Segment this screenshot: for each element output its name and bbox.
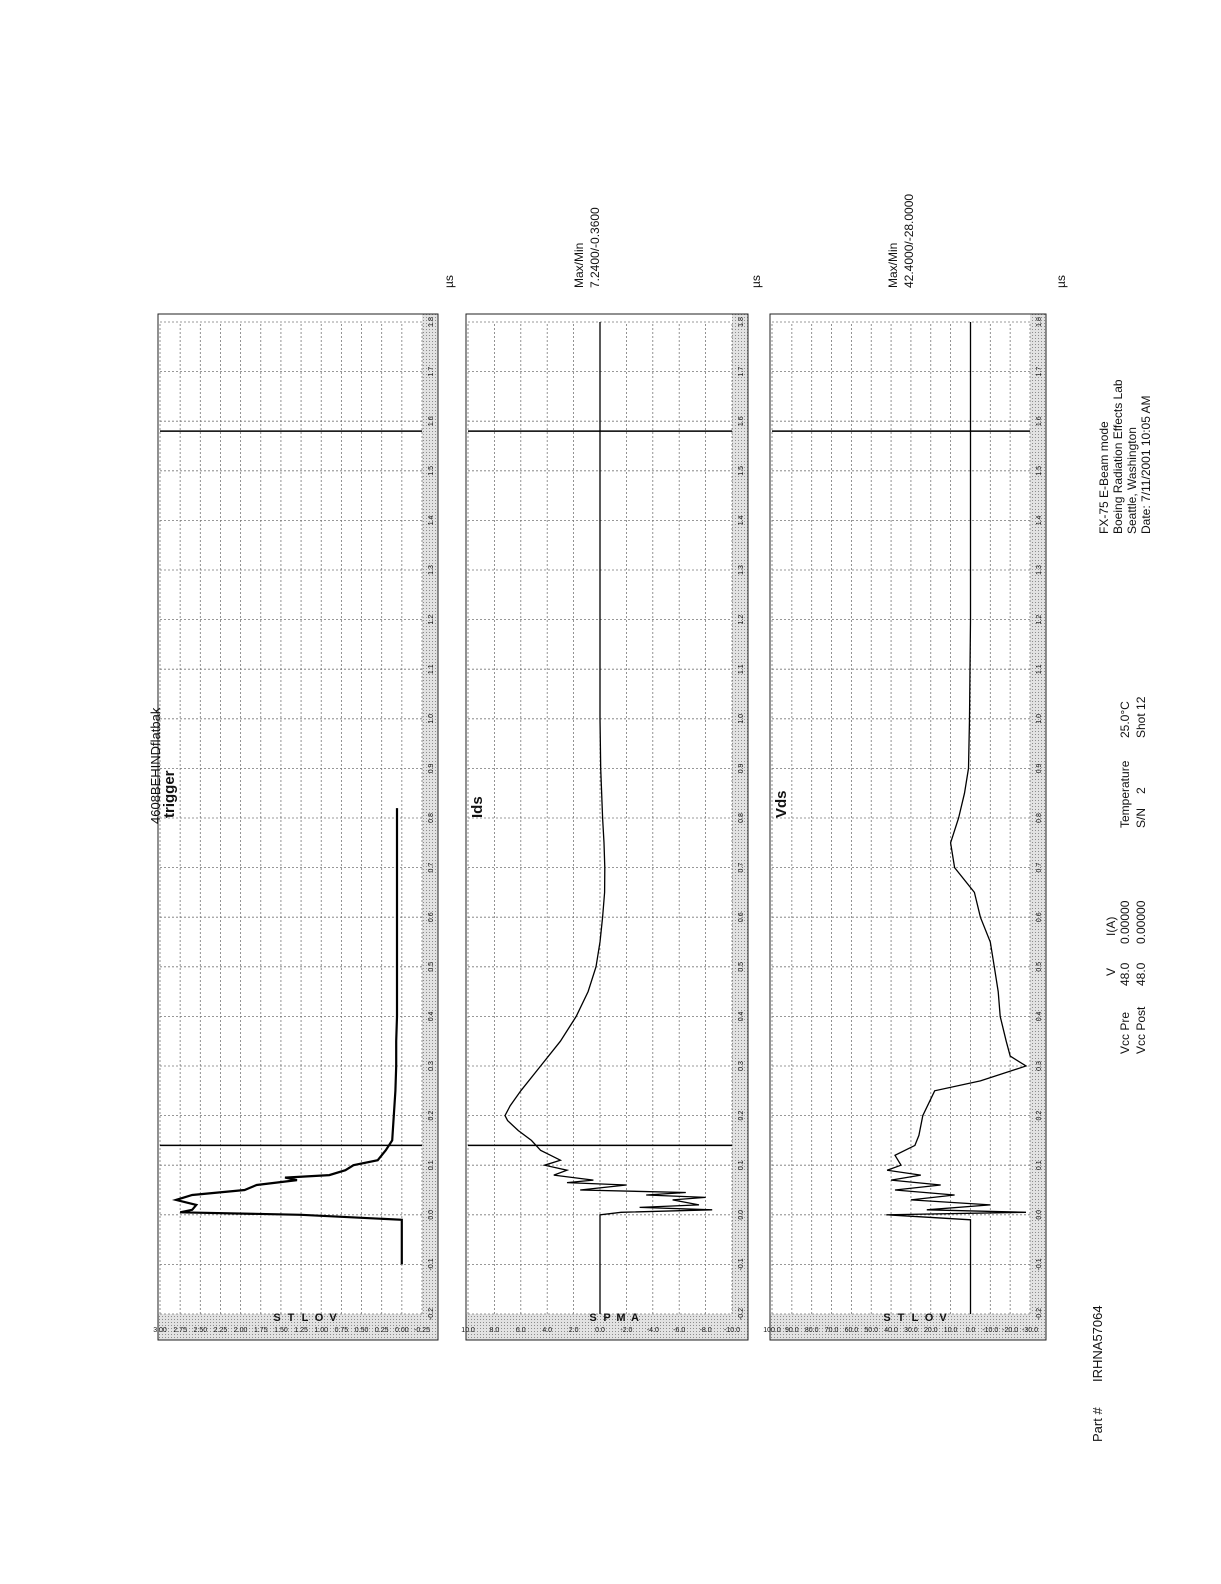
y-tick-label: 10.0: [461, 1327, 475, 1334]
temperature-label: Temperature: [1118, 760, 1132, 828]
x-tick-label: 0.3: [1036, 1061, 1043, 1071]
y-tick-label: 2.50: [193, 1327, 208, 1334]
x-tick-label: 0.9: [428, 763, 435, 774]
y-tick-label: -6.0: [673, 1327, 686, 1334]
y-tick-label: 80.0: [804, 1327, 819, 1334]
y-axis-label-char: O: [924, 1312, 934, 1324]
x-tick-label: 1.0: [428, 713, 435, 724]
panel-1: [153, 314, 438, 1340]
y-tick-label: 0.00: [395, 1327, 409, 1334]
y-axis-label-char: M: [616, 1312, 626, 1324]
x-tick-label: 0.5: [1036, 961, 1043, 972]
y-axis-label-char: A: [631, 1312, 639, 1324]
x-tick-label: 0.7: [738, 862, 745, 873]
x-tick-label: 1.2: [738, 614, 745, 625]
x-tick-label: 1.3: [738, 565, 745, 575]
x-tick-label: 0.1: [428, 1160, 435, 1171]
x-tick-label: 0.0: [738, 1209, 745, 1220]
x-tick-label: 1.5: [738, 465, 745, 476]
x-tick-label: 0.0: [1036, 1209, 1043, 1220]
part-number: IRHNA57064: [1090, 1305, 1105, 1382]
y-tick-label: -2.0: [620, 1327, 633, 1334]
x-tick-label: 1.8: [738, 317, 745, 327]
x-tick-label: 0.1: [1036, 1160, 1043, 1171]
x-tick-label: 1.1: [738, 664, 745, 675]
x-tick-label: -0.1: [428, 1258, 435, 1271]
x-tick-label: 1.4: [738, 515, 745, 526]
y-tick-label: 70.0: [824, 1327, 839, 1334]
part-label: Part #: [1090, 1407, 1105, 1442]
x-tick-label: 0.4: [738, 1011, 745, 1022]
x-tick-label: 1.7: [428, 366, 435, 377]
x-tick-label: 0.3: [428, 1061, 435, 1071]
y-axis-label-char: P: [603, 1312, 611, 1324]
y-tick-label: 0.75: [334, 1327, 349, 1334]
temperature-value: 25.0°C: [1118, 701, 1132, 738]
vds-maxmin-value: 42.4000/-28.0000: [902, 193, 916, 288]
x-tick-label: 1.3: [428, 565, 435, 575]
x-tick-label: 0.7: [428, 862, 435, 873]
x-tick-label: 0.4: [1036, 1011, 1043, 1022]
y-axis-label-char: S: [589, 1312, 597, 1324]
y-tick-label: 1.50: [274, 1327, 288, 1334]
y-tick-label: 50.0: [864, 1327, 879, 1334]
y-tick-label: 0.0: [965, 1327, 976, 1334]
panel-title: Ids: [469, 796, 486, 818]
y-tick-label: 1.25: [294, 1327, 308, 1334]
unit-us-vds: µs: [1054, 275, 1068, 288]
y-tick-label: 0.50: [354, 1327, 369, 1334]
x-tick-label: 1.6: [428, 416, 435, 427]
x-tick-label: -0.1: [1036, 1258, 1043, 1271]
y-tick-label: 10.0: [943, 1327, 958, 1334]
x-tick-label: 1.4: [428, 515, 435, 526]
y-tick-label: 6.0: [515, 1327, 526, 1334]
panel-border: [466, 314, 748, 1340]
x-tick-label: 0.6: [738, 912, 745, 923]
x-tick-label: 0.0: [428, 1209, 435, 1220]
y-axis-label-char: S: [883, 1312, 891, 1324]
x-tick-label: 1.5: [428, 465, 435, 476]
x-tick-label: 0.3: [738, 1061, 745, 1071]
x-tick-label: -0.2: [428, 1307, 435, 1321]
y-tick-label: 90.0: [785, 1327, 799, 1334]
panel-2: [461, 314, 748, 1340]
vcc-header-i: I(A): [1104, 916, 1118, 936]
x-tick-label: 0.8: [738, 813, 745, 823]
x-tick-label: 1.1: [1036, 664, 1043, 675]
x-tick-label: 1.5: [1036, 465, 1043, 476]
panel-3: [763, 314, 1046, 1340]
lab-line-4: Date: 7/11/2001 10:05 AM: [1139, 395, 1153, 534]
x-tick-label: 0.8: [1036, 813, 1043, 823]
vcc-post-v: 48.0: [1134, 962, 1148, 986]
y-tick-label: 40.0: [884, 1327, 898, 1334]
y-tick-label: -8.0: [699, 1327, 712, 1334]
x-tick-label: 0.8: [428, 813, 435, 823]
y-axis-label-char: O: [314, 1312, 324, 1324]
y-axis-label-char: T: [287, 1312, 295, 1324]
sn-label: S/N: [1134, 807, 1148, 828]
unit-us-trigger: µs: [442, 275, 456, 288]
y-tick-label: 1.00: [314, 1327, 329, 1334]
x-tick-label: 1.8: [1036, 317, 1043, 327]
x-tick-label: 0.9: [738, 763, 745, 774]
y-tick-label: 3.00: [153, 1327, 167, 1334]
y-axis-label-char: V: [939, 1312, 947, 1324]
y-axis-label-char: T: [897, 1312, 905, 1324]
y-axis-label-char: L: [301, 1312, 309, 1324]
x-tick-label: 0.1: [738, 1160, 745, 1171]
x-tick-label: 0.6: [1036, 912, 1043, 923]
x-tick-label: 1.1: [428, 664, 435, 675]
y-tick-label: 2.75: [173, 1327, 187, 1334]
y-tick-label: 100.0: [763, 1327, 781, 1334]
x-tick-label: 0.9: [1036, 763, 1043, 774]
vcc-pre-v: 48.0: [1118, 962, 1132, 986]
y-tick-label: 0.0: [595, 1327, 605, 1334]
sn-value: 2: [1134, 787, 1148, 794]
x-tick-label: 1.6: [1036, 416, 1043, 427]
y-tick-label: -20.0: [1002, 1327, 1019, 1334]
vcc-pre-label: Vcc Pre: [1118, 1011, 1132, 1054]
y-tick-label: 20.0: [923, 1327, 938, 1334]
y-tick-label: -10.0: [982, 1327, 999, 1334]
x-tick-label: 0.6: [428, 912, 435, 923]
y-tick-label: 8.0: [489, 1327, 500, 1334]
panel-title: trigger: [161, 770, 178, 818]
panel-title: Vds: [773, 790, 790, 818]
lab-line-3: Seattle, Washington: [1125, 427, 1139, 534]
vcc-header-v: V: [1104, 967, 1118, 976]
lab-line-2: Boeing Radiation Effects Lab: [1111, 379, 1125, 534]
x-tick-label: 1.7: [1036, 366, 1043, 377]
vcc-post-label: Vcc Post: [1134, 1006, 1148, 1054]
file-title: 4608BEHINDflatbak: [148, 707, 163, 824]
x-tick-label: 1.2: [1036, 614, 1043, 625]
vds-maxmin-label: Max/Min: [886, 242, 900, 288]
panel-border: [770, 314, 1046, 1340]
series-line: [176, 808, 402, 1264]
y-tick-label: 30.0: [904, 1327, 918, 1334]
y-tick-label: -0.25: [414, 1327, 430, 1334]
unit-us-ids: µs: [749, 275, 763, 288]
x-tick-label: -0.1: [738, 1258, 745, 1271]
y-tick-label: 2.25: [213, 1327, 228, 1334]
x-tick-label: 1.8: [428, 317, 435, 327]
x-tick-label: 1.2: [428, 614, 435, 625]
x-tick-label: 0.5: [738, 961, 745, 972]
x-tick-label: 1.7: [738, 366, 745, 377]
y-axis-label-char: S: [273, 1312, 281, 1324]
ids-maxmin-label: Max/Min: [572, 242, 586, 288]
x-tick-label: 0.5: [428, 961, 435, 972]
ids-maxmin-value: 7.2400/-0.3600: [588, 207, 602, 288]
vcc-post-i: 0.00000: [1134, 900, 1148, 944]
shot-label: Shot 12: [1134, 696, 1148, 738]
vcc-pre-i: 0.00000: [1118, 900, 1132, 944]
y-axis-label-char: V: [329, 1312, 337, 1324]
x-tick-label: 1.6: [738, 416, 745, 427]
x-tick-label: 0.2: [428, 1110, 435, 1121]
y-tick-label: 2.0: [568, 1327, 579, 1334]
y-tick-label: 4.0: [542, 1327, 553, 1334]
x-tick-label: 0.4: [428, 1011, 435, 1022]
y-tick-label: -4.0: [646, 1327, 659, 1334]
x-tick-label: 0.2: [1036, 1110, 1043, 1121]
lab-line-1: FX-75 E-Beam mode: [1097, 421, 1111, 534]
x-tick-label: 1.0: [738, 713, 745, 724]
y-tick-label: 2.00: [233, 1327, 248, 1334]
y-tick-label: -30.0: [1022, 1327, 1038, 1334]
x-tick-label: 0.7: [1036, 862, 1043, 873]
y-tick-label: -10.0: [724, 1327, 740, 1334]
x-tick-label: 0.2: [738, 1110, 745, 1121]
y-tick-label: 60.0: [844, 1327, 859, 1334]
y-axis-label-char: L: [911, 1312, 919, 1324]
x-tick-label: -0.2: [1036, 1307, 1043, 1321]
x-tick-label: 1.4: [1036, 515, 1043, 526]
x-tick-label: 1.0: [1036, 713, 1043, 724]
y-tick-label: 0.25: [374, 1327, 389, 1334]
y-tick-label: 1.75: [253, 1327, 268, 1334]
x-tick-label: 1.3: [1036, 565, 1043, 575]
x-tick-label: -0.2: [738, 1307, 745, 1321]
